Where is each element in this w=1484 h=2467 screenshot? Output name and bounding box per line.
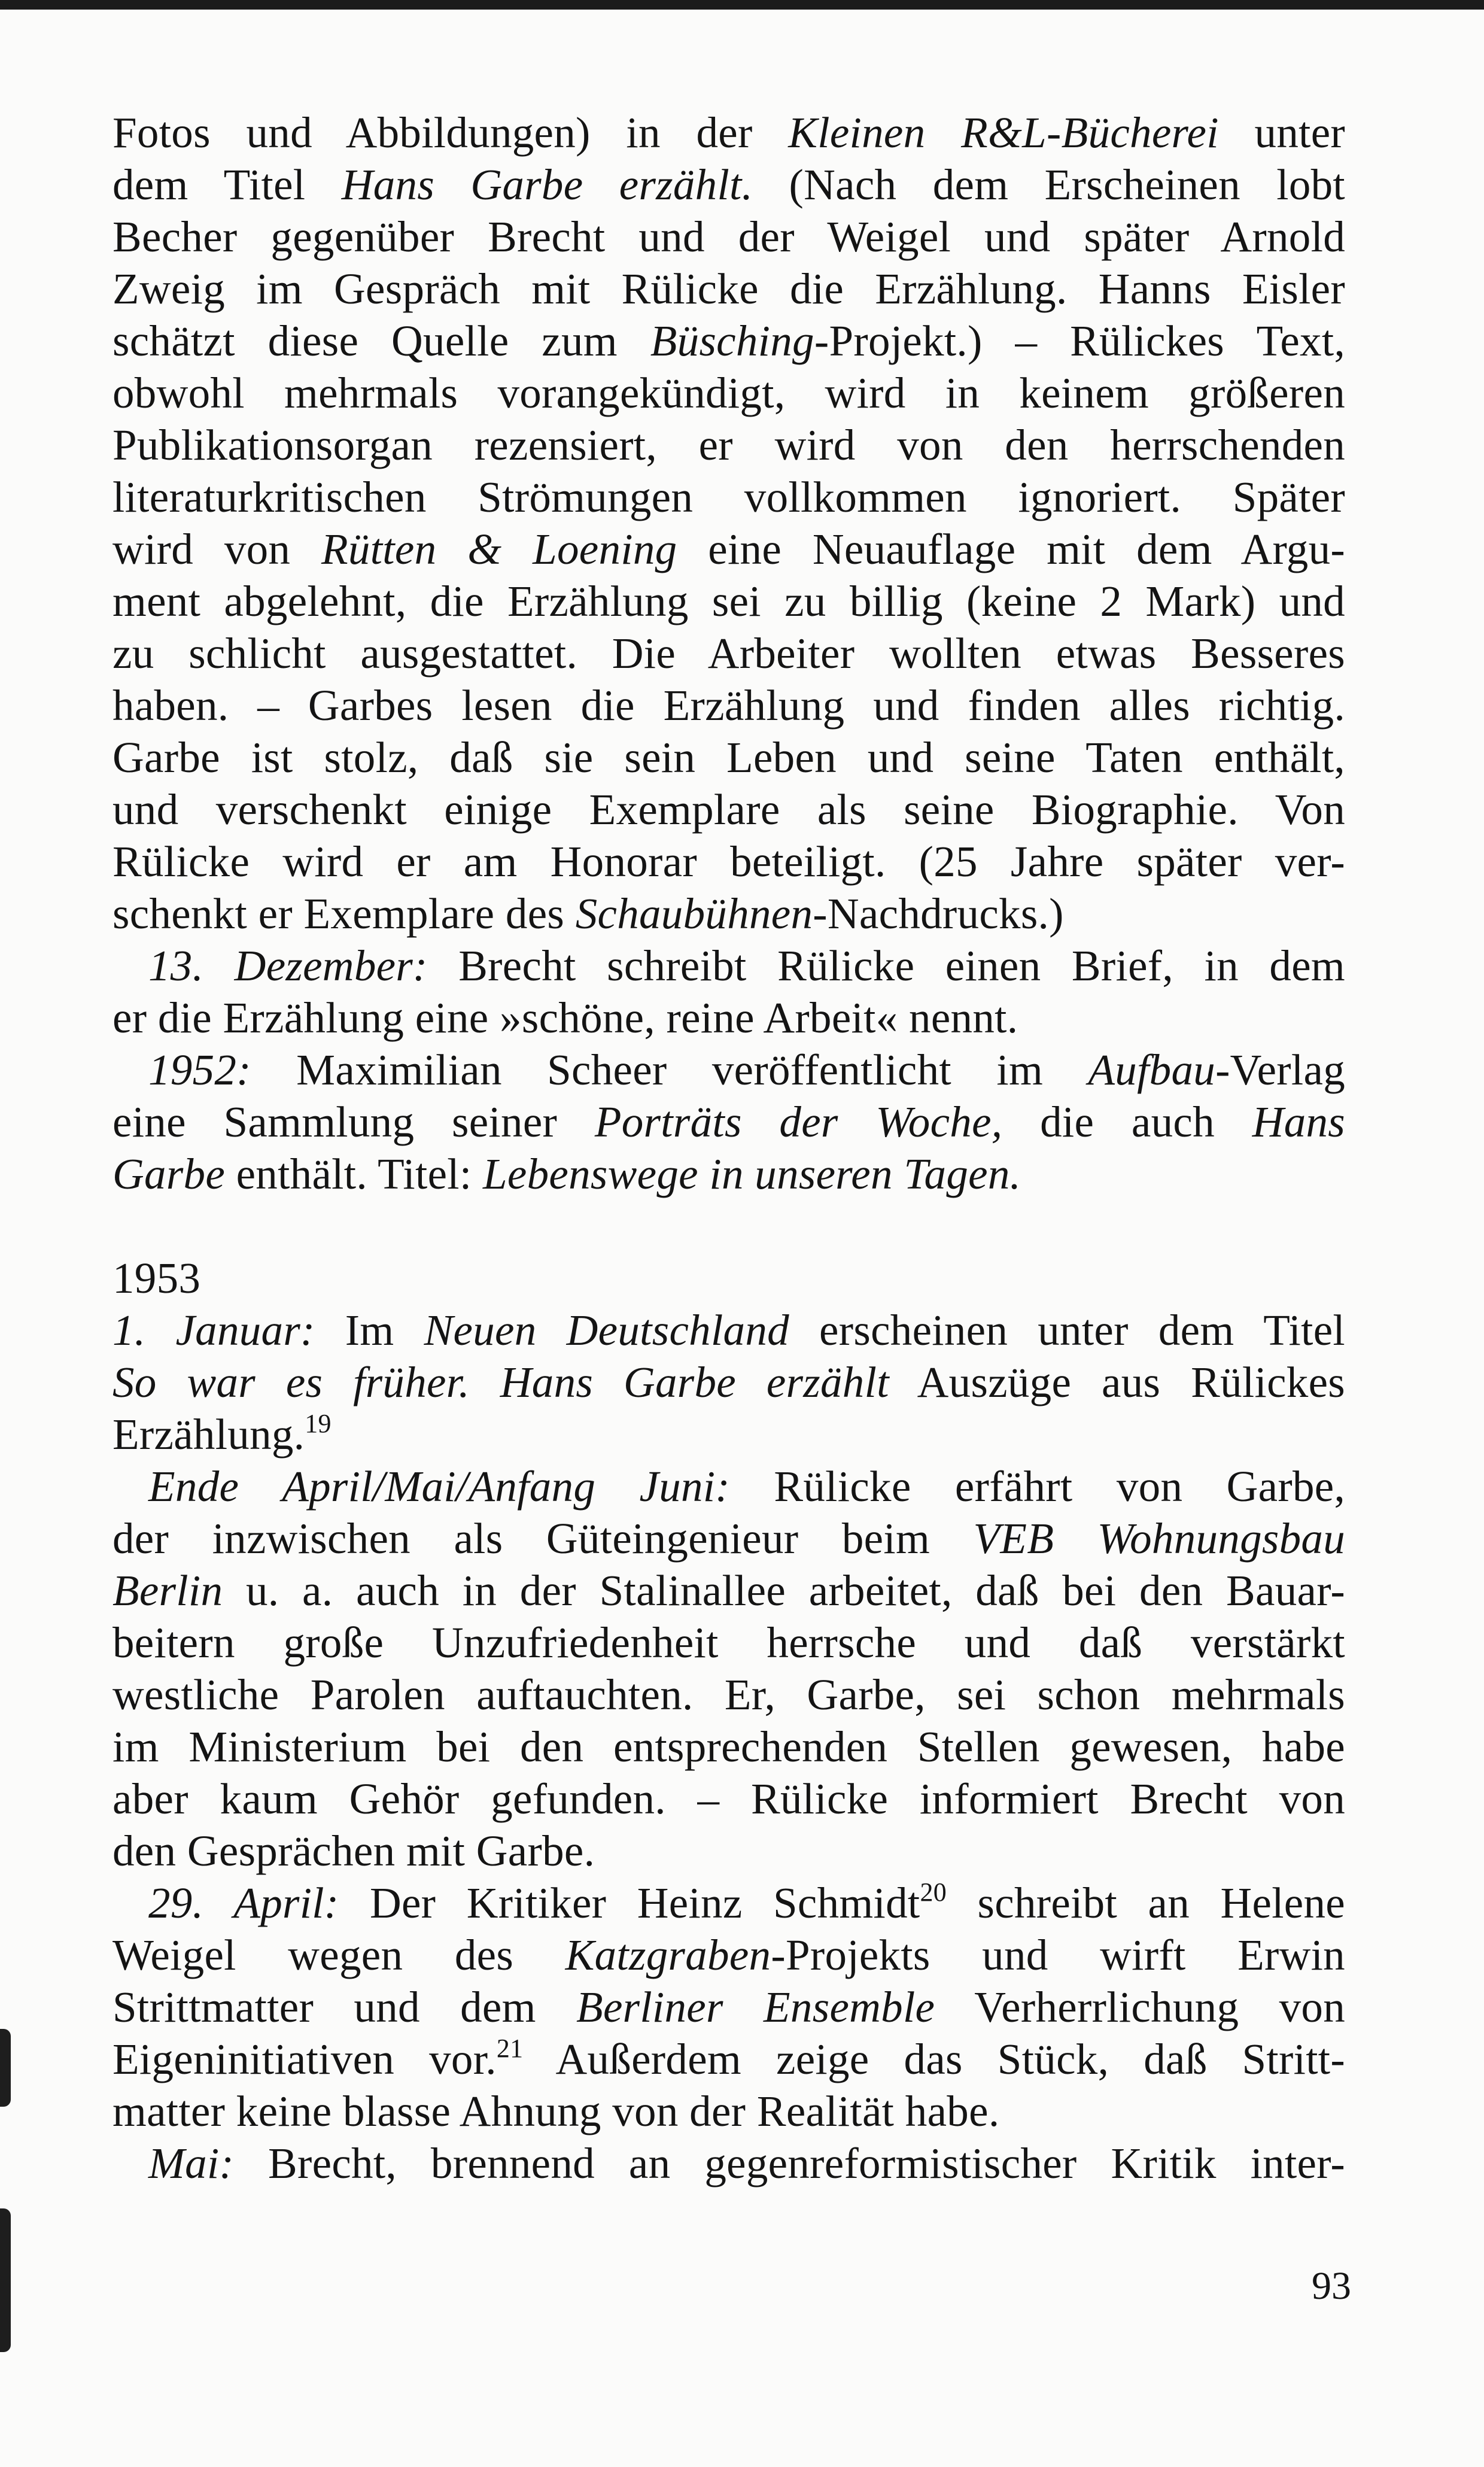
footnote-ref: 19	[305, 1409, 332, 1438]
text-line: 1. Januar: Im Neuen Deutschland erscheinen unter dem Titel	[112, 1306, 1345, 1354]
footnote-ref: 20	[920, 1877, 947, 1907]
text-line: obwohl mehrmals vorangekündigt, wird in keinem größeren	[112, 369, 1345, 417]
year-heading: 1953	[112, 1254, 201, 1302]
date-label: Ende April/Mai/Anfang Juni:	[148, 1462, 730, 1511]
text-line: ment abgelehnt, die Erzählung sei zu billig (keine 2 Mark) und	[112, 577, 1345, 625]
text-line: Erzählung.$^{19}$	[112, 1409, 332, 1459]
text-line: 29. April: Der Kritiker Heinz Schmidt$^{20}$ schreibt an Helene	[148, 1877, 1345, 1927]
page-body	[112, 107, 1345, 2189]
text-line: 1952: Maximilian Scheer veröffentlicht im Aufbau-Verlag	[148, 1046, 1345, 1094]
binding-edge-mark	[0, 2208, 11, 2352]
date-label: 29. April:	[148, 1879, 339, 1927]
text-line: er die Erzählung eine »schöne, reine Arbeit« nennt.	[112, 994, 1018, 1042]
text-line: Zweig im Gespräch mit Rülicke die Erzählung. Hanns Eisler	[112, 265, 1345, 313]
text-line: So war es früher. Hans Garbe erzählt Auszüge aus Rülickes	[112, 1358, 1345, 1406]
text-line: Mai: Brecht, brennend an gegenreformistischer Kritik inter-	[148, 2139, 1345, 2188]
date-label: 1. Januar:	[112, 1306, 315, 1354]
text-line: der inzwischen als Güteingenieur beim VEB Wohnungsbau	[112, 1514, 1345, 1563]
text-line: schenkt er Exemplare des Schaubühnen-Nachdrucks.)	[112, 889, 1064, 938]
text-line: Garbe enthält. Titel: Lebenswege in unseren Tagen.	[112, 1150, 1021, 1198]
text-line: zu schlicht ausgestattet. Die Arbeiter wollten etwas Besseres	[112, 629, 1345, 677]
footnote-ref: 21	[496, 2034, 524, 2063]
text-line: aber kaum Gehör gefunden. – Rülicke informiert Brecht von	[112, 1775, 1345, 1823]
paragraph	[112, 2137, 1345, 2189]
text-line: Fotos und Abbildungen) in der Kleinen R&L-Bücherei unter	[112, 108, 1346, 157]
text-line: Becher gegenüber Brecht und der Weigel und später Arnold	[112, 212, 1345, 261]
text-line: im Ministerium bei den entsprechenden Stellen gewesen, habe	[112, 1722, 1345, 1771]
text-line: westliche Parolen auftauchten. Er, Garbe, sei schon mehrmals	[112, 1670, 1345, 1719]
paragraph	[112, 107, 1345, 940]
date-label: 13. Dezember:	[148, 941, 428, 990]
text-line: 13. Dezember: Brecht schreibt Rülicke einen Brief, in dem	[148, 941, 1345, 990]
date-label: Mai:	[148, 2139, 235, 2188]
paragraph	[112, 1460, 1345, 1877]
text-line: Weigel wegen des Katzgraben-Projekts und wirft Erwin	[112, 1931, 1345, 1979]
paragraph	[112, 1877, 1345, 2137]
text-line: Berlin u. a. auch in der Stalinallee arbeitet, daß bei den Bauar-	[112, 1566, 1345, 1615]
paragraph	[112, 940, 1345, 1044]
top-edge-rule	[0, 0, 1484, 10]
text-line: Eigeninitiativen vor.$^{21}$ Außerdem zeige das Stück, daß Stritt-	[112, 2034, 1345, 2083]
page-number: 93	[1312, 2264, 1351, 2308]
text-line: Strittmatter und dem Berliner Ensemble Verherrlichung von	[112, 1983, 1345, 2031]
text-line: wird von Rütten & Loening eine Neuauflage mit dem Argu-	[112, 525, 1346, 573]
text-line: beitern große Unzufriedenheit herrsche und daß verstärkt	[112, 1618, 1345, 1667]
text-line: dem Titel Hans Garbe erzählt. (Nach dem Erscheinen lobt	[112, 160, 1346, 209]
text-line: eine Sammlung seiner Porträts der Woche, die auch Hans	[112, 1098, 1346, 1146]
section-gap	[112, 1200, 1345, 1252]
text-line: literaturkritischen Strömungen vollkommen ignoriert. Später	[112, 473, 1345, 521]
text-line: Ende April/Mai/Anfang Juni: Rülicke erfährt von Garbe,	[148, 1462, 1346, 1511]
date-label: 1952:	[148, 1046, 251, 1094]
paragraph	[112, 1304, 1345, 1460]
text-line: Rülicke wird er am Honorar beteiligt. (25 Jahre später ver-	[112, 837, 1345, 886]
text-line: matter keine blasse Ahnung von der Realität habe.	[112, 2087, 1000, 2135]
text-line: haben. – Garbes lesen die Erzählung und finden alles richtig.	[112, 681, 1345, 730]
paragraph	[112, 1044, 1345, 1200]
binding-edge-mark	[0, 2029, 11, 2107]
text-line: Publikationsorgan rezensiert, er wird von den herrschenden	[112, 421, 1345, 469]
text-line: und verschenkt einige Exemplare als seine Biographie. Von	[112, 785, 1345, 834]
text-line: Garbe ist stolz, daß sie sein Leben und seine Taten enthält,	[112, 733, 1345, 782]
text-line: den Gesprächen mit Garbe.	[112, 1827, 595, 1875]
text-line: schätzt diese Quelle zum Büsching-Projekt.) – Rülickes Text,	[112, 317, 1345, 365]
